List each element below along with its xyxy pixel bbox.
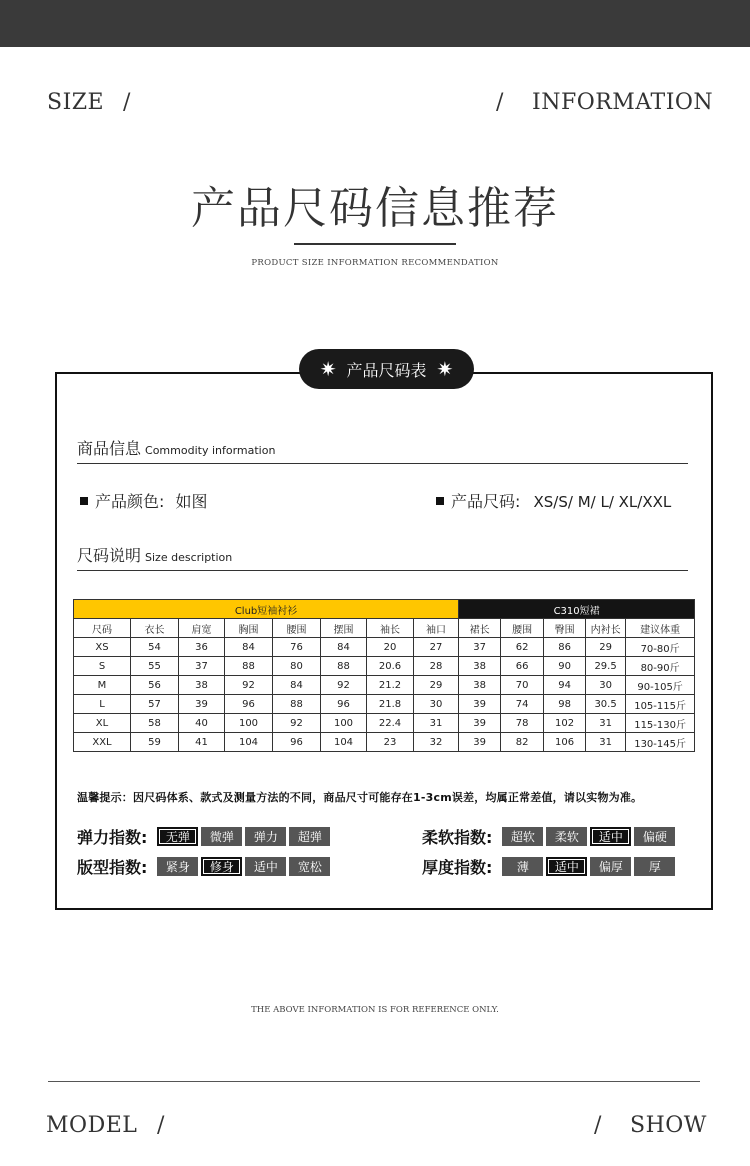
size-desc-heading: [77, 543, 232, 566]
commodity-info-heading: [77, 436, 275, 459]
table-cell: 57: [131, 695, 179, 714]
table-row: [74, 695, 695, 714]
column-header: 建议体重: [626, 619, 695, 638]
table-row: [74, 733, 695, 752]
table-cell: XL: [74, 714, 131, 733]
softness-label: 柔软指数:: [422, 828, 493, 847]
softness-option: 适中: [590, 827, 631, 846]
column-header: 袖口: [414, 619, 459, 638]
sizing-tip: 温馨提示：因尺码体系、款式及测量方法的不同，商品尺寸可能存在1-3cm误差，均属正常差值，请以实物为准。: [77, 791, 643, 804]
table-cell: 84: [321, 638, 367, 657]
column-header: 衣长: [131, 619, 179, 638]
table-cell: 30: [586, 676, 626, 695]
table-cell: 96: [273, 733, 321, 752]
table-cell: 56: [131, 676, 179, 695]
table-cell: 80-90斤: [626, 657, 695, 676]
thickness-index: [422, 855, 678, 878]
table-cell: 39: [179, 695, 225, 714]
table-cell: 105-115斤: [626, 695, 695, 714]
column-header: 臀围: [544, 619, 586, 638]
table-cell: 31: [586, 714, 626, 733]
table-cell: 92: [273, 714, 321, 733]
table-cell: 20: [367, 638, 414, 657]
table-cell: 96: [225, 695, 273, 714]
table-cell: 58: [131, 714, 179, 733]
table-cell: 104: [225, 733, 273, 752]
table-cell: 96: [321, 695, 367, 714]
elasticity-option: 弹力: [245, 827, 286, 846]
thickness-label: 厚度指数:: [422, 858, 493, 877]
column-header: 肩宽: [179, 619, 225, 638]
table-cell: M: [74, 676, 131, 695]
table-cell: 27: [414, 638, 459, 657]
elasticity-option: 无弹: [157, 827, 198, 846]
softness-option: 超软: [502, 827, 543, 846]
footer-right-word: SHOW: [630, 1113, 707, 1138]
fit-label: 版型指数:: [77, 858, 148, 877]
table-cell: 40: [179, 714, 225, 733]
table-cell: 39: [459, 733, 501, 752]
table-cell: 130-145斤: [626, 733, 695, 752]
table-cell: 54: [131, 638, 179, 657]
table-cell: 90-105斤: [626, 676, 695, 695]
table-cell: 62: [501, 638, 544, 657]
table-cell: 31: [586, 733, 626, 752]
page-subtitle: PRODUCT SIZE INFORMATION RECOMMENDATION: [251, 258, 499, 268]
column-header: 袖长: [367, 619, 414, 638]
size-desc-rule: [77, 570, 688, 571]
header-left-slash: /: [123, 90, 131, 115]
bullet-square-icon: [80, 497, 88, 505]
table-cell: 37: [459, 638, 501, 657]
column-header: 胸围: [225, 619, 273, 638]
table-cell: 92: [321, 676, 367, 695]
thickness-option: 适中: [546, 857, 587, 876]
table-cell: 38: [459, 676, 501, 695]
commodity-info-en: Commodity information: [145, 444, 276, 457]
table-cell: 20.6: [367, 657, 414, 676]
table-cell: 102: [544, 714, 586, 733]
table-header-row: [74, 619, 695, 638]
table-cell: 39: [459, 714, 501, 733]
thickness-option: 厚: [634, 857, 675, 876]
table-cell: 86: [544, 638, 586, 657]
table-cell: 70: [501, 676, 544, 695]
product-color-value: 如图: [175, 492, 208, 511]
table-cell: 90: [544, 657, 586, 676]
table-cell: 36: [179, 638, 225, 657]
table-cell: 82: [501, 733, 544, 752]
table-cell: 38: [459, 657, 501, 676]
table-row: [74, 657, 695, 676]
product-size: [436, 489, 671, 512]
table-cell: 22.4: [367, 714, 414, 733]
star-left-icon: ✷: [319, 357, 337, 381]
table-cell: 39: [459, 695, 501, 714]
page-title: 产品尺码信息推荐: [191, 183, 559, 234]
table-cell: XS: [74, 638, 131, 657]
commodity-info-rule: [77, 463, 688, 464]
table-cell: 104: [321, 733, 367, 752]
table-cell: 38: [179, 676, 225, 695]
elasticity-index: [77, 825, 333, 848]
header-right-slash: /: [496, 90, 504, 115]
table-cell: 88: [273, 695, 321, 714]
footer-right-slash: /: [594, 1113, 602, 1138]
fit-option: 宽松: [289, 857, 330, 876]
table-cell: 28: [414, 657, 459, 676]
softness-option: 柔软: [546, 827, 587, 846]
reference-note: THE ABOVE INFORMATION IS FOR REFERENCE ONLY.: [251, 1005, 499, 1015]
column-header: 腰围: [501, 619, 544, 638]
table-cell: 94: [544, 676, 586, 695]
thickness-option: 薄: [502, 857, 543, 876]
fit-option: 适中: [245, 857, 286, 876]
table-cell: 41: [179, 733, 225, 752]
table-cell: 92: [225, 676, 273, 695]
table-cell: 59: [131, 733, 179, 752]
elasticity-option: 微弹: [201, 827, 242, 846]
table-cell: 29.5: [586, 657, 626, 676]
table-cell: 88: [225, 657, 273, 676]
size-desc-cn: 尺码说明: [77, 546, 142, 565]
table-cell: 100: [225, 714, 273, 733]
table-cell: 29: [414, 676, 459, 695]
softness-index: [422, 825, 678, 848]
column-header: 摆围: [321, 619, 367, 638]
column-header: 尺码: [74, 619, 131, 638]
table-cell: 70-80斤: [626, 638, 695, 657]
table-cell: 74: [501, 695, 544, 714]
fit-option: 紧身: [157, 857, 198, 876]
table-cell: 98: [544, 695, 586, 714]
column-header: 腰围: [273, 619, 321, 638]
bullet-square-icon: [436, 497, 444, 505]
column-header: 内衬长: [586, 619, 626, 638]
table-cell: 115-130斤: [626, 714, 695, 733]
header-right-word: INFORMATION: [532, 90, 714, 115]
header-left-word: SIZE: [47, 90, 105, 115]
table-cell: 32: [414, 733, 459, 752]
table-cell: 76: [273, 638, 321, 657]
footer-left-word: MODEL: [46, 1113, 138, 1138]
table-group-row: [74, 600, 695, 619]
elasticity-option: 超弹: [289, 827, 330, 846]
table-cell: L: [74, 695, 131, 714]
title-underline: [294, 243, 456, 245]
fit-index: [77, 855, 333, 878]
table-cell: 84: [225, 638, 273, 657]
table-cell: 84: [273, 676, 321, 695]
footer-rule: [48, 1081, 700, 1082]
column-header: 裙长: [459, 619, 501, 638]
table-cell: 37: [179, 657, 225, 676]
commodity-info-cn: 商品信息: [77, 439, 142, 458]
table-cell: 30: [414, 695, 459, 714]
table-row: [74, 638, 695, 657]
table-cell: S: [74, 657, 131, 676]
table-cell: 29: [586, 638, 626, 657]
product-color: [80, 489, 208, 512]
elasticity-label: 弹力指数:: [77, 828, 148, 847]
group-skirt-header: C310短裙: [459, 600, 695, 619]
table-cell: 30.5: [586, 695, 626, 714]
size-desc-en: Size description: [145, 551, 233, 564]
table-cell: 88: [321, 657, 367, 676]
table-cell: 55: [131, 657, 179, 676]
group-shirt-header: Club短袖衬衫: [74, 600, 459, 619]
table-cell: 78: [501, 714, 544, 733]
product-color-label: 产品颜色:: [95, 492, 165, 511]
top-bar: [0, 0, 750, 47]
softness-option: 偏硬: [634, 827, 675, 846]
fit-option: 修身: [201, 857, 242, 876]
table-cell: XXL: [74, 733, 131, 752]
size-table: [73, 599, 695, 752]
star-right-icon: ✷: [436, 357, 454, 381]
table-cell: 106: [544, 733, 586, 752]
product-size-value: XS/S/ M/ L/ XL/XXL: [533, 493, 672, 511]
table-row: [74, 714, 695, 733]
table-cell: 31: [414, 714, 459, 733]
table-cell: 23: [367, 733, 414, 752]
size-chart-badge: [299, 349, 474, 389]
table-cell: 80: [273, 657, 321, 676]
product-size-label: 产品尺码:: [451, 492, 521, 511]
footer-left-slash: /: [157, 1113, 165, 1138]
table-cell: 100: [321, 714, 367, 733]
size-chart-badge-label: 产品尺码表: [346, 360, 427, 380]
table-cell: 21.8: [367, 695, 414, 714]
table-cell: 66: [501, 657, 544, 676]
thickness-option: 偏厚: [590, 857, 631, 876]
table-cell: 21.2: [367, 676, 414, 695]
table-row: [74, 676, 695, 695]
